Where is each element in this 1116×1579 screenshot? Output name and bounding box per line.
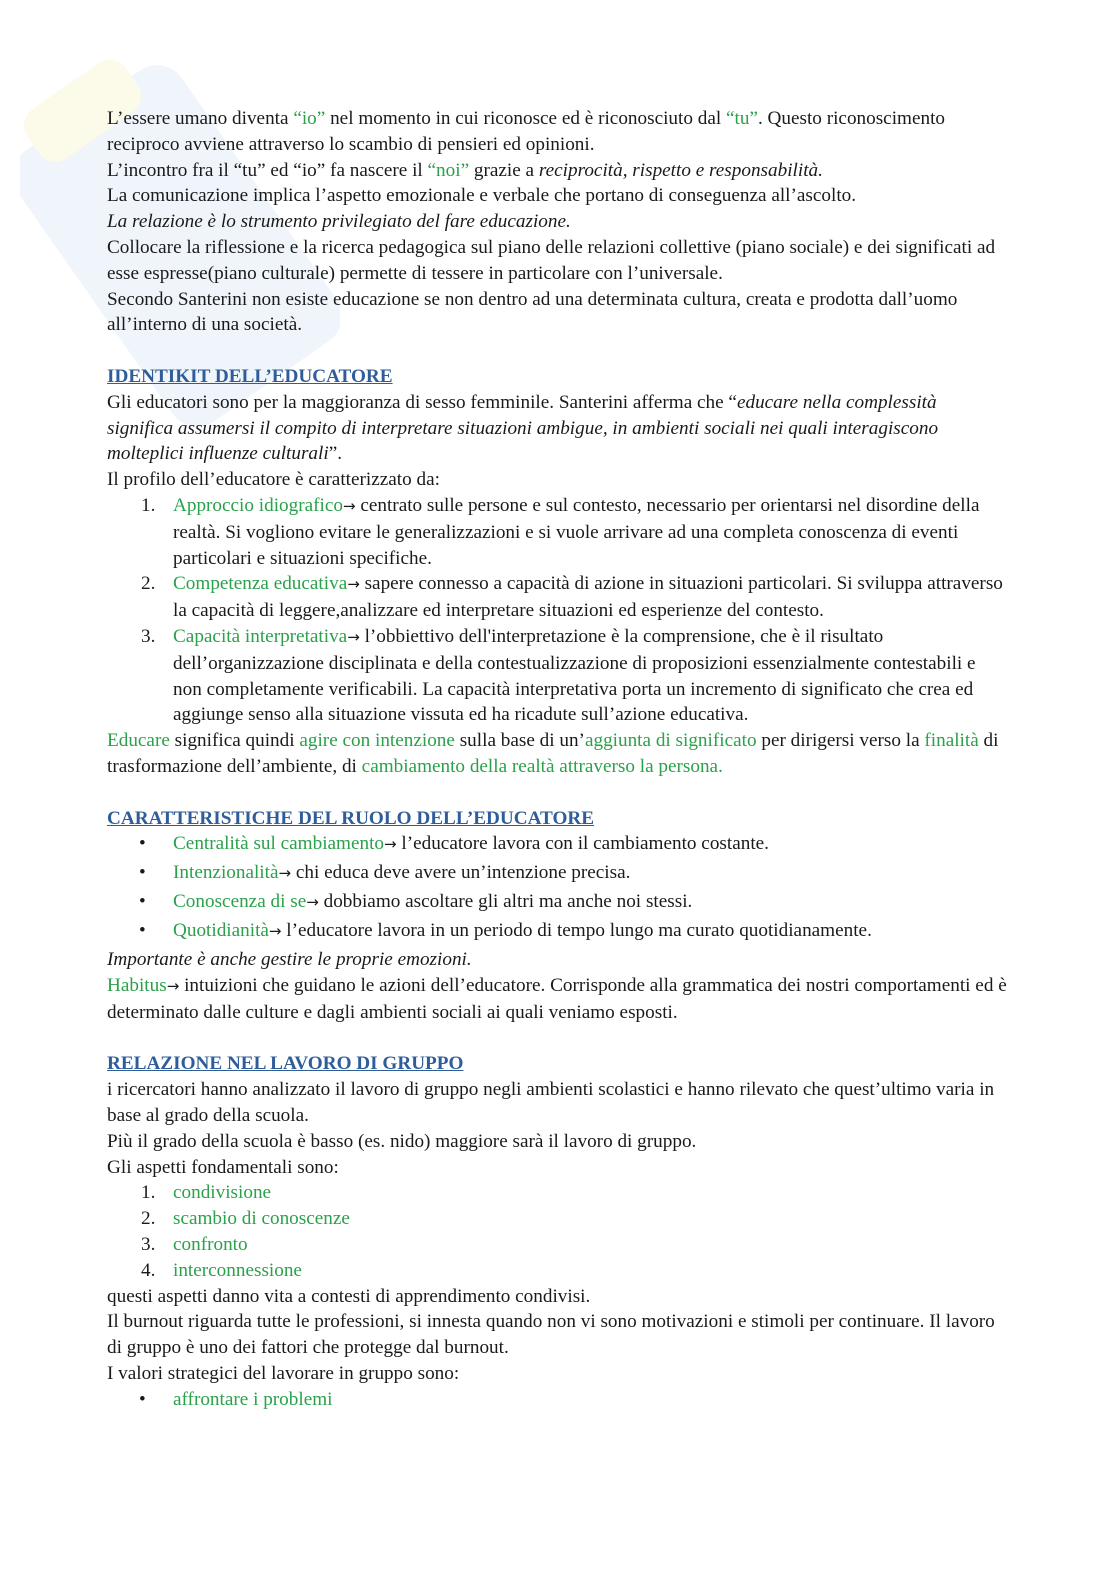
arrow-right-icon: → (166, 977, 180, 996)
arrow-right-icon: → (306, 893, 319, 912)
arrow-right-icon: → (347, 575, 360, 594)
gruppo-bullet-list (107, 1387, 1007, 1413)
gruppo-paragraph-1: i ricercatori hanno analizzato il lavoro di gruppo negli ambienti scolastici e hanno rilevato che quest’ultimo varia in base al grado della scuola. (107, 1079, 995, 1127)
list-item: 3. confronto (141, 1234, 248, 1256)
arrow-right-icon: → (278, 864, 292, 883)
intro-paragraph-1: L’essere umano diventa “io” nel momento in cui riconosce ed è riconosciuto dal “tu”. Questo riconoscimento reciproco avviene attraverso lo scambio di pensieri ed opinioni. (107, 108, 945, 155)
identikit-list (107, 493, 1007, 728)
list-item: 2. Competenza educativa→ sapere connesso a capacità di azione in situazioni particolari. Si sviluppa attraverso la capacità di leggere,analizzare ed interpretare situazioni ed esperienze del contesto. (141, 573, 1003, 622)
list-item: • Conoscenza di se→ dobbiamo ascoltare gli altri ma anche noi stessi. (107, 889, 1007, 916)
caratteristiche-paragraph-1: Importante è anche gestire le proprie emozioni. (107, 949, 472, 971)
gruppo-paragraph-5: Il burnout riguarda tutte le professioni, si innesta quando non vi sono motivazioni e stimoli per continuare. Il lavoro di gruppo è uno dei fattori che protegge dal burnout. (107, 1311, 995, 1359)
identikit-conclusion: Educare significa quindi agire con intenzione sulla base di un’aggiunta di significato per dirigersi verso la finalità di trasformazione dell’ambiente, di cambiamento della realtà attraverso la persona. (107, 730, 999, 777)
gruppo-paragraph-4: questi aspetti danno vita a contesti di apprendimento condivisi. (107, 1285, 591, 1307)
bullet-icon (107, 831, 173, 858)
arrow-right-icon: → (342, 496, 356, 515)
identikit-paragraph-1: Gli educatori sono per la maggioranza di sesso femminile. Santerini afferma che “educare nella complessità significa assumersi il compito di interpretare situazioni ambigue, in ambienti sociali nei quali interagiscono molteplici influenze culturali”. (107, 391, 939, 465)
list-item: 1. condivisione (141, 1182, 272, 1204)
habitus-paragraph: Habitus→ intuizioni che guidano le azioni dell’educatore. Corrisponde alla grammatica dei nostri comportamenti ed è determinato dalle culture e dagli ambienti sociali ai quali veniamo esposti. (107, 975, 1007, 1023)
list-item: • Centralità sul cambiamento→ l’educatore lavora con il cambiamento costante. (107, 831, 1007, 858)
list-item: 3. Capacità interpretativa→ l’obbiettivo dell'interpretazione è la comprensione, che è il risultato dell’organizzazione disciplinata e della contestualizzazione di proposizioni essenzialmente contestabili e non completamente verificabili. La capacità interpretativa porta un incremento di significato che crea ed aggiunge senso alla situazione vissuta ed ha ricadute sull’azione educativa. (141, 625, 976, 726)
intro-paragraph-4: La relazione è lo strumento privilegiato del fare educazione. (107, 211, 571, 233)
list-item: • affrontare i problemi (107, 1387, 1007, 1413)
section-heading-gruppo: RELAZIONE NEL LAVORO DI GRUPPO (107, 1053, 464, 1075)
bullet-icon (107, 1387, 173, 1413)
list-item: 4. interconnessione (141, 1259, 302, 1281)
list-item: • Quotidianità→ l’educatore lavora in un periodo di tempo lungo ma curato quotidianamente. (107, 918, 1007, 945)
gruppo-paragraph-3: Gli aspetti fondamentali sono: (107, 1156, 339, 1178)
arrow-right-icon: → (384, 835, 397, 854)
document-page (107, 106, 1007, 1415)
bullet-icon (107, 889, 173, 916)
arrow-right-icon: → (347, 627, 360, 646)
caratteristiche-list (107, 831, 1007, 945)
intro-paragraph-6: Secondo Santerini non esiste educazione se non dentro ad una determinata cultura, creata e prodotta dall’uomo all’interno di una società. (107, 288, 958, 336)
section-heading-caratteristiche: CARATTERISTICHE DEL RUOLO DELL’EDUCATORE (107, 807, 595, 829)
list-item: 2. scambio di conoscenze (141, 1208, 350, 1230)
gruppo-paragraph-2: Più il grado della scuola è basso (es. nido) maggiore sarà il lavoro di gruppo. (107, 1130, 697, 1152)
identikit-paragraph-2: Il profilo dell’educatore è caratterizzato da: (107, 469, 440, 491)
section-heading-identikit: IDENTIKIT DELL’EDUCATORE (107, 365, 393, 387)
list-item: 1. Approccio idiografico→ centrato sulle persone e sul contesto, necessario per orientarsi nel disordine della realtà. Si vogliono evitare le generalizzazioni e si vuole arrivare ad una completa conoscenza di eventi particolari e situazioni specifiche. (141, 494, 980, 569)
bullet-icon (107, 918, 173, 945)
gruppo-paragraph-6: I valori strategici del lavorare in gruppo sono: (107, 1363, 460, 1384)
gruppo-list (107, 1180, 1007, 1283)
intro-paragraph-5: Collocare la riflessione e la ricerca pedagogica sul piano delle relazioni collettive (piano sociale) e dei significati ad esse espresse(piano culturale) permette di tessere in particolare con l’universale. (107, 236, 996, 284)
intro-paragraph-3: La comunicazione implica l’aspetto emozionale e verbale che portano di conseguenza all’ascolto. (107, 185, 857, 207)
bullet-icon (107, 860, 173, 887)
list-item: • Intenzionalità→ chi educa deve avere un’intenzione precisa. (107, 860, 1007, 887)
arrow-right-icon: → (268, 922, 282, 941)
intro-paragraph-2: L’incontro fra il “tu” ed “io” fa nascere il “noi” grazie a reciprocità, rispetto e responsabilità. (107, 159, 823, 181)
